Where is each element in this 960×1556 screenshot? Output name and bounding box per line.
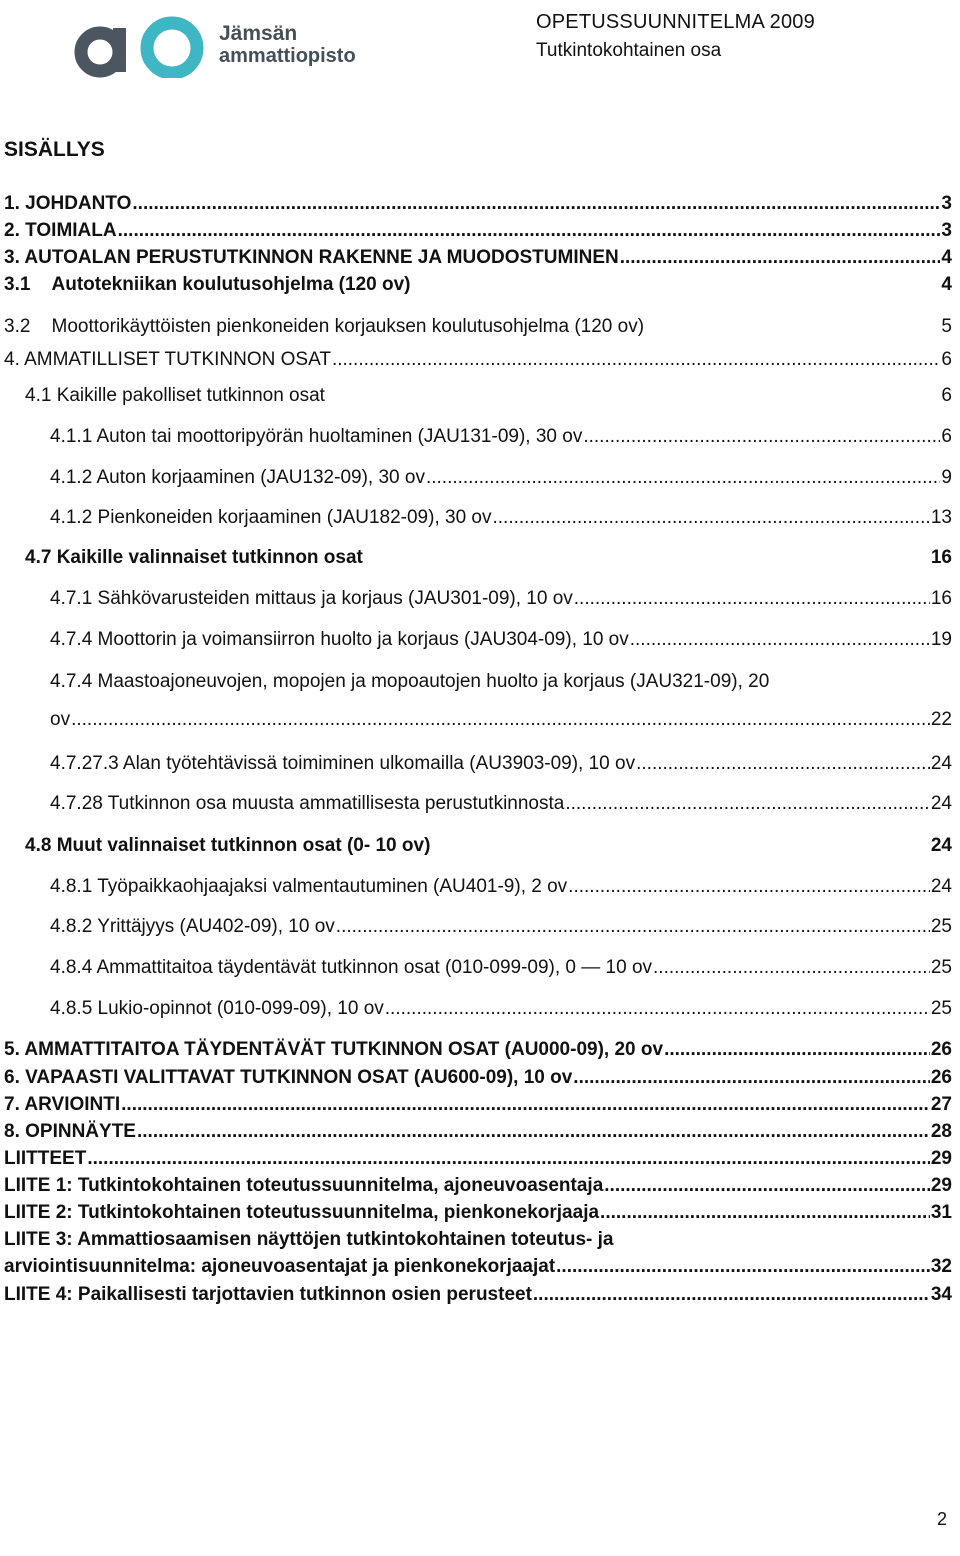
toc-entry-page: 24: [930, 876, 952, 897]
toc-dot-leader: [426, 468, 940, 487]
toc-entry: [50, 508, 952, 527]
toc-entry-page: 13: [930, 507, 952, 528]
toc-entry-label: 2. TOIMIALA: [4, 220, 117, 241]
toc-entry-page: 29: [930, 1148, 952, 1169]
toc-entry-page: 22: [930, 709, 952, 730]
toc-dot-leader: [121, 1095, 930, 1114]
toc-dot-leader: [630, 630, 930, 649]
toc-entry: [4, 275, 952, 294]
school-logo: [68, 8, 378, 78]
toc-entry-label: 4.7 Kaikille valinnaiset tutkinnon osat: [25, 547, 363, 568]
toc-entry: [50, 877, 952, 896]
toc-entry-page: 4: [941, 247, 952, 268]
toc-entry: [25, 548, 952, 567]
toc-entry-page: 24: [930, 793, 952, 814]
toc-entry-label: LIITE 4: Paikallisesti tarjottavien tutkinnon osien perusteet: [4, 1284, 532, 1305]
toc-entry-page: 16: [930, 547, 952, 568]
toc-entry-label: LIITTEET: [4, 1148, 87, 1169]
toc-entry-label: 4.8.5 Lukio-opinnot (010-099-09), 10 ov: [50, 998, 384, 1019]
toc-entry-page: 31: [930, 1202, 952, 1223]
toc-entry-label: 4.7.27.3 Alan työtehtävissä toimiminen ulkomailla (AU3903-09), 10 ov: [50, 753, 636, 774]
toc-dot-leader: [574, 589, 930, 608]
toc-entry: [4, 317, 952, 336]
toc-entry-page: 19: [930, 629, 952, 650]
toc-entry-label: 3.2 Moottorikäyttöisten pienkoneiden korjauksen koulutusohjelma (120 ov): [4, 316, 645, 337]
toc-dot-leader: [118, 221, 941, 240]
toc-entry: [4, 1230, 952, 1276]
toc-entry-label: 5. AMMATTITAITOA TÄYDENTÄVÄT TUTKINNON OSAT (AU000-09), 20 ov: [4, 1039, 664, 1060]
toc-entry-page: 3: [941, 220, 952, 241]
toc-entry-label: 4.1.2 Pienkoneiden korjaaminen (JAU182-09), 30 ov: [50, 507, 492, 528]
toc-entry: [50, 468, 952, 487]
toc-entry: [4, 221, 952, 240]
toc-entry-label: 4.8.1 Työpaikkaohjaajaksi valmentautuminen (AU401-9), 2 ov: [50, 876, 568, 897]
toc-entry: [50, 754, 952, 773]
toc-dot-leader: [583, 427, 940, 446]
toc-entry-label: 4.7.4 Maastoajoneuvojen, mopojen ja mopoautojen huolto ja korjaus (JAU321-09), 20: [50, 671, 770, 692]
toc-entry-page: 24: [930, 835, 952, 856]
toc-entry: [4, 1176, 952, 1195]
toc-entry: [50, 794, 952, 813]
ao-logo-icon: [68, 8, 218, 78]
toc-dot-leader: [573, 1068, 930, 1087]
toc-entry-page: 25: [930, 957, 952, 978]
toc-entry-label: 3.1 Autotekniikan koulutusohjelma (120 ov): [4, 274, 411, 295]
toc-dot-leader: [653, 958, 930, 977]
toc-entry-label-continued: arviointisuunnitelma: ajoneuvoasentajat ja pienkonekorjaajat: [4, 1256, 556, 1277]
toc-entry: [25, 836, 952, 855]
toc-dot-leader: [620, 248, 941, 267]
toc-entry: [4, 1203, 952, 1222]
toc-entry: [4, 248, 952, 267]
toc-entry-label: 4.8 Muut valinnaiset tutkinnon osat (0- 10 ov): [25, 835, 431, 856]
toc-entry-label: 4.1.2 Auton korjaaminen (JAU132-09), 30 ov: [50, 467, 425, 488]
toc-dot-leader: [568, 877, 930, 896]
logo-line-2: ammattiopisto: [219, 45, 356, 67]
toc-entry-continuation: [4, 1257, 952, 1276]
toc-entry-label: 4.7.4 Moottorin ja voimansiirron huolto ja korjaus (JAU304-09), 10 ov: [50, 629, 629, 650]
toc-entry: [4, 1149, 952, 1168]
toc-entry-page: 28: [930, 1121, 952, 1142]
logo-line-1: Jämsän: [219, 22, 298, 45]
toc-entry: [50, 958, 952, 977]
toc-dot-leader: [493, 508, 930, 527]
toc-dot-leader: [332, 350, 940, 369]
toc-entry-label: 4.8.4 Ammattitaitoa täydentävät tutkinnon osat (010-099-09), 0 — 10 ov: [50, 957, 653, 978]
toc-entry-label: 1. JOHDANTO: [4, 193, 132, 214]
toc-entry-label-continued: ov: [50, 709, 71, 730]
toc-entry: [4, 1122, 952, 1141]
toc-entry-label: LIITE 1: Tutkintokohtainen toteutussuunnitelma, ajoneuvoasentaja: [4, 1175, 604, 1196]
toc-dot-leader: [132, 194, 940, 213]
toc-entry-label: 8. OPINNÄYTE: [4, 1121, 136, 1142]
toc-entry-label: 4.1.1 Auton tai moottoripyörän huoltaminen (JAU131-09), 30 ov: [50, 426, 583, 447]
toc-dot-leader: [137, 1122, 930, 1141]
document-subtitle: Tutkintokohtainen osa: [536, 40, 722, 61]
toc-entry-page: 16: [930, 588, 952, 609]
toc-entry: [4, 350, 952, 369]
toc-entry: [50, 672, 952, 729]
toc-entry-page: 25: [930, 998, 952, 1019]
toc-entry-label: 6. VAPAASTI VALITTAVAT TUTKINNON OSAT (AU600-09), 10 ov: [4, 1067, 573, 1088]
toc-entry-page: 27: [930, 1094, 952, 1115]
toc-title: SISÄLLYS: [4, 138, 105, 161]
toc-entry: [4, 1095, 952, 1114]
toc-entry-page: 34: [930, 1284, 952, 1305]
toc-dot-leader: [87, 1149, 930, 1168]
toc-dot-leader: [636, 754, 930, 773]
toc-entry: [50, 999, 952, 1018]
toc-entry-page: 29: [930, 1175, 952, 1196]
toc-entry-page: 9: [941, 467, 952, 488]
toc-dot-leader: [600, 1203, 930, 1222]
toc-entry-label: 4.1 Kaikille pakolliset tutkinnon osat: [25, 385, 325, 406]
page-number: 2: [937, 1509, 948, 1529]
toc-entry-continuation: [50, 710, 952, 729]
toc-dot-leader: [556, 1257, 930, 1276]
toc-entry: [4, 1040, 952, 1059]
toc-entry-page: 5: [941, 316, 952, 337]
toc-entry-page: 25: [930, 916, 952, 937]
toc-entry-label: 7. ARVIOINTI: [4, 1094, 121, 1115]
toc-entry: [4, 1285, 952, 1304]
toc-entry: [50, 589, 952, 608]
toc-entry-page: 3: [941, 193, 952, 214]
toc-entry: [25, 386, 952, 405]
toc-entry-page: 24: [930, 753, 952, 774]
toc-dot-leader: [565, 794, 930, 813]
toc-dot-leader: [604, 1176, 930, 1195]
toc-entry: [50, 427, 952, 446]
toc-entry-label: 4.7.28 Tutkinnon osa muusta ammatillisesta perustutkinnosta: [50, 793, 565, 814]
toc-entry-label: 4. AMMATILLISET TUTKINNON OSAT: [4, 349, 331, 370]
toc-dot-leader: [533, 1285, 930, 1304]
toc-entry: [50, 630, 952, 649]
toc-entry-page: 4: [941, 274, 952, 295]
toc-entry-page: 26: [930, 1039, 952, 1060]
toc-entry-label: LIITE 3: Ammattiosaamisen näyttöjen tutkintokohtainen toteutus- ja: [4, 1229, 614, 1250]
toc-entry-label: 4.7.1 Sähkövarusteiden mittaus ja korjaus (JAU301-09), 10 ov: [50, 588, 573, 609]
toc-entry: [50, 917, 952, 936]
toc-entry-label: 3. AUTOALAN PERUSTUTKINNON RAKENNE JA MUODOSTUMINEN: [4, 247, 619, 268]
toc-entry-page: 32: [930, 1256, 952, 1277]
toc-entry-label: 4.8.2 Yrittäjyys (AU402-09), 10 ov: [50, 916, 335, 937]
toc-entry: [4, 1068, 952, 1087]
toc-dot-leader: [385, 999, 930, 1018]
toc-dot-leader: [71, 710, 930, 729]
toc-dot-leader: [336, 917, 930, 936]
toc-entry-page: 6: [941, 385, 952, 406]
toc-entry-page: 6: [941, 426, 952, 447]
toc-entry-page: 6: [941, 349, 952, 370]
toc-entry: [4, 194, 952, 213]
toc-entry-label: LIITE 2: Tutkintokohtainen toteutussuunnitelma, pienkonekorjaaja: [4, 1202, 600, 1223]
document-title: OPETUSSUUNNITELMA 2009: [536, 11, 815, 33]
toc-dot-leader: [664, 1040, 930, 1059]
toc-entry-page: 26: [930, 1067, 952, 1088]
